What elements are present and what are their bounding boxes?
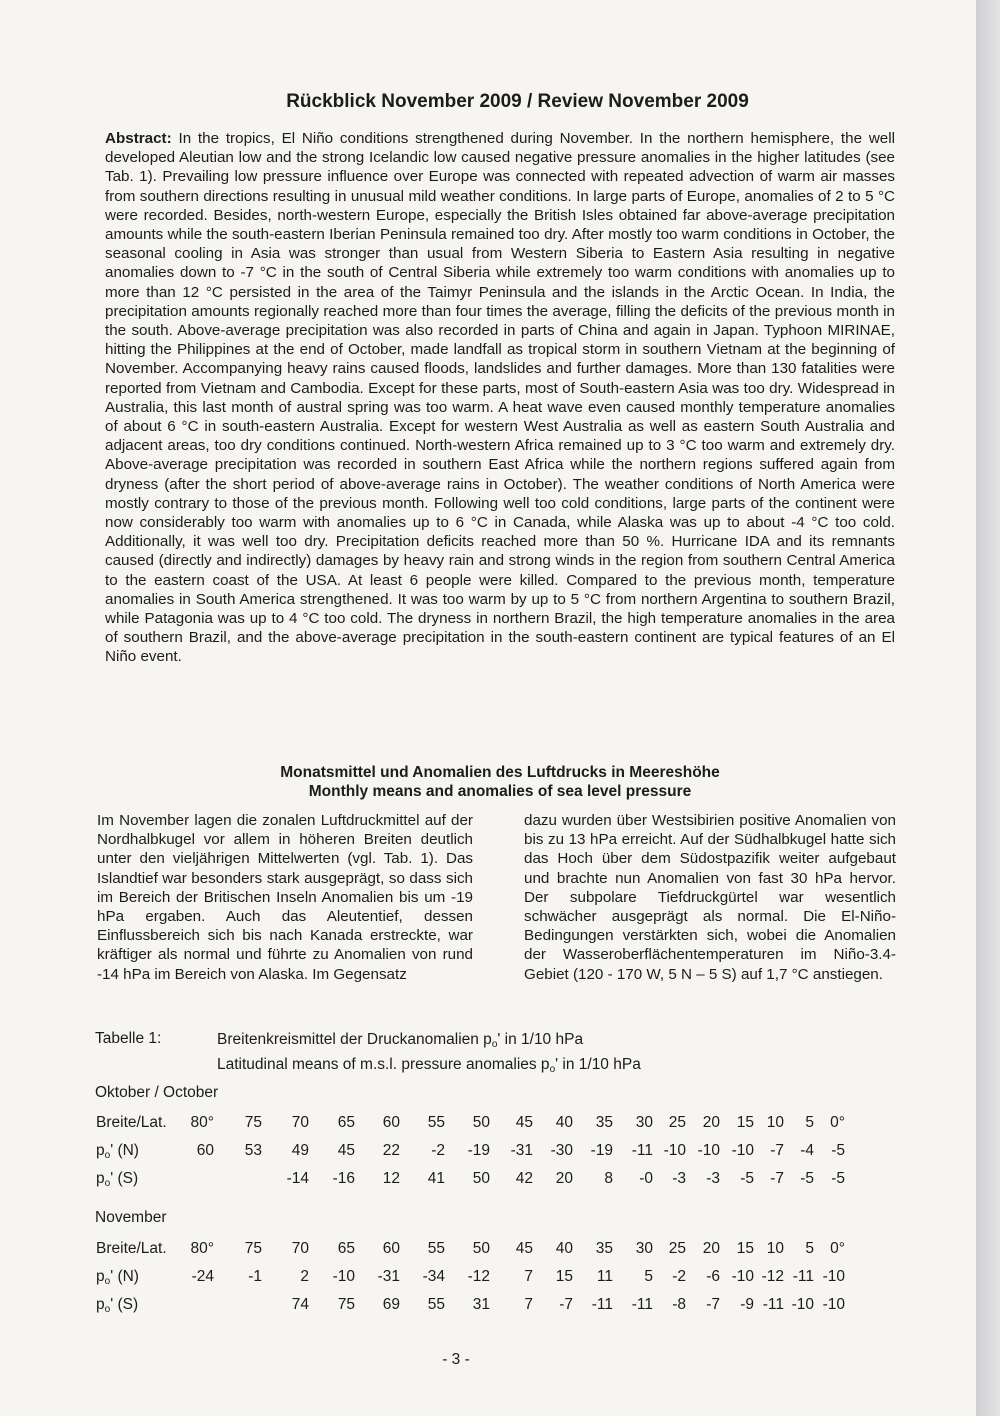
table-cell: 35 bbox=[595, 1114, 613, 1131]
table-cell: 5 bbox=[644, 1268, 653, 1285]
table-cell: 2 bbox=[300, 1268, 309, 1285]
table-cell: 65 bbox=[337, 1240, 355, 1257]
table-cell: -4 bbox=[800, 1142, 814, 1159]
section-title-de: Monatsmittel und Anomalien des Luftdrucks in Meereshöhe bbox=[280, 764, 720, 781]
table-cell: 20 bbox=[702, 1240, 720, 1257]
table-cell: -11 bbox=[762, 1296, 784, 1313]
south-row bbox=[96, 1165, 845, 1193]
table-cell: 20 bbox=[555, 1170, 573, 1187]
table-cell: -6 bbox=[706, 1268, 720, 1285]
table-cell: 60 bbox=[196, 1142, 214, 1159]
row-label: $p_o'$ (N) bbox=[96, 1141, 139, 1161]
table-cell: 50 bbox=[472, 1170, 490, 1187]
table-cell: -3 bbox=[672, 1170, 686, 1187]
pressure-table bbox=[96, 1109, 845, 1193]
table-cell: 10 bbox=[766, 1114, 784, 1131]
abstract-label: Abstract: bbox=[105, 130, 172, 147]
row-label: $p_o'$ (N) bbox=[96, 1267, 139, 1287]
table-cell: -9 bbox=[740, 1296, 754, 1313]
table-caption-de: Breitenkreismittel der Druckanomalien $p_o'$ in 1/10 hPa bbox=[217, 1031, 584, 1050]
table-cell: -31 bbox=[510, 1142, 533, 1159]
table-cell: -14 bbox=[286, 1170, 309, 1187]
table-cell: 15 bbox=[736, 1114, 754, 1131]
table-cell: -5 bbox=[831, 1142, 845, 1159]
table-cell: 0° bbox=[830, 1240, 845, 1257]
table-cell: -19 bbox=[467, 1142, 490, 1159]
table-cell: 5 bbox=[805, 1240, 814, 1257]
table-caption bbox=[217, 1030, 641, 1080]
table-cell: -11 bbox=[792, 1268, 814, 1285]
table-cell: 75 bbox=[244, 1240, 262, 1257]
table-cell: -7 bbox=[559, 1296, 573, 1313]
abstract bbox=[105, 129, 895, 667]
table-cell: 80° bbox=[190, 1240, 214, 1257]
table-cell: 74 bbox=[291, 1296, 309, 1313]
table-cell: 55 bbox=[427, 1240, 445, 1257]
table-cell: 7 bbox=[524, 1268, 533, 1285]
table-cell: 10 bbox=[766, 1240, 784, 1257]
table-cell: -10 bbox=[791, 1296, 814, 1313]
table-cell: -10 bbox=[822, 1296, 845, 1313]
table-cell: 40 bbox=[555, 1240, 573, 1257]
table-cell: -3 bbox=[706, 1170, 720, 1187]
table-cell: -10 bbox=[731, 1142, 754, 1159]
row-label: Breite/Lat. bbox=[96, 1240, 167, 1257]
table-cell: 30 bbox=[635, 1114, 653, 1131]
table-cell: 69 bbox=[382, 1296, 400, 1313]
table-cell: -11 bbox=[631, 1296, 653, 1313]
table-cell: 50 bbox=[472, 1240, 490, 1257]
table-cell: -34 bbox=[422, 1268, 445, 1285]
table-cell: -5 bbox=[831, 1170, 845, 1187]
table-cell: 45 bbox=[515, 1240, 533, 1257]
table-cell: 40 bbox=[555, 1114, 573, 1131]
page-number: - 3 - bbox=[442, 1351, 470, 1368]
table-cell bbox=[214, 1291, 262, 1319]
table-cell: 55 bbox=[427, 1296, 445, 1313]
table-cell: 8 bbox=[604, 1170, 613, 1187]
table-cell: -8 bbox=[672, 1296, 686, 1313]
table-cell: -2 bbox=[672, 1268, 686, 1285]
table-cell: -5 bbox=[740, 1170, 754, 1187]
table-cell: 15 bbox=[555, 1268, 573, 1285]
table-cell: -24 bbox=[191, 1268, 214, 1285]
table-cell: -10 bbox=[697, 1142, 720, 1159]
table-cell: -12 bbox=[761, 1268, 784, 1285]
table-cell: 35 bbox=[595, 1240, 613, 1257]
table-cell: 42 bbox=[515, 1170, 533, 1187]
row-label: $p_o'$ (S) bbox=[96, 1295, 139, 1315]
period-heading: November bbox=[95, 1209, 167, 1226]
period-heading: Oktober / October bbox=[95, 1084, 219, 1101]
scan-edge bbox=[976, 0, 1000, 1416]
table-cell: -12 bbox=[467, 1268, 490, 1285]
table-cell: 5 bbox=[805, 1114, 814, 1131]
section-title-en: Monthly means and anomalies of sea level pressure bbox=[308, 782, 692, 800]
table-cell: 53 bbox=[244, 1142, 262, 1159]
latitude-row bbox=[96, 1109, 845, 1137]
table-cell: -19 bbox=[590, 1142, 613, 1159]
abstract-text: In the tropics, El Niño conditions strengthened during November. In the northern hemisphere, the well developed Aleutian low and the strong Icelandic low caused negative pressure anomalies in the higher latitudes (see Tab. 1). Prevailing low pressure influence over Europe was connected with repeated advection of warm air masses from southern directions resulting in unusual mild weather conditions. In large parts of Europe, anomalies of 2 to 5 °C were recorded. Besides, north-western Europe, especially the British Isles obtained far above-average precipitation amounts while the south-eastern Iberian Peninsula remained too dry. After mostly too warm conditions in October, the seasonal cooling in Asia was stronger than usual from Western Siberia to Eastern Asia resulting in negative anomalies down to -7 °C in the south of Central Siberia while extremely too warm conditions with anomalies up to more than 12 °C persisted in the area of the Taimyr Peninsula and the islands in the Arctic Ocean. In India, the precipitation amounts regionally reached more than four times the average, filling the deficits of the previous month in the south. Above-average precipitation was also recorded in parts of China and again in Japan. Typhoon MIRINAE, hitting the Philippines at the end of October, made landfall as tropical storm in southern Vietnam at the beginning of November. Accompanying heavy rains caused floods, landslides and further damages. More than 130 fatalities were reported from Vietnam and Cambodia. Except for these parts, most of South-eastern Asia was too dry. Widespread in Australia, this last month of austral spring was too warm. A heat wave even caused monthly temperature anomalies of about 6 °C in south-eastern Australia. Except for western West Australia as well as eastern South Australia and adjacent areas, too dry conditions continued. North-western Africa remained up to 3 °C too warm and extremely dry. Above-average precipitation was recorded in southern East Africa while the northern regions suffered again from dryness (after the short period of above-average rains in October). The weather conditions of North America were mostly contrary to those of the previous month. Following well too cold conditions, large parts of the continent were now considerably too warm with anomalies up to 6 °C in Canada, while Alaska was up to about -4 °C too cold. Additionally, it was well too dry. Precipitation deficits reached more than 50 %. Hurricane IDA and its remnants caused (directly and indirectly) damages by heavy rain and strong winds in the region from southern Central America to the eastern coast of the USA. At least 6 people were killed. Compared to the previous month, temperature anomalies in South America strengthened. It was too warm by up to 5 °C from northern Argentina to southern Brazil, while Patagonia was up to 4 °C too cold. The dryness in northern Brazil, the high temperature anomalies in the area of southern Brazil, and the above-average precipitation in the south-eastern continent are typical features of an El Niño event. bbox=[105, 130, 895, 666]
table-cell: -5 bbox=[800, 1170, 814, 1187]
table-caption-en: Latitudinal means of m.s.l. pressure anomalies $p_o'$ in 1/10 hPa bbox=[217, 1056, 641, 1075]
table-label: Tabelle 1: bbox=[95, 1030, 162, 1047]
table-cell: 75 bbox=[244, 1114, 262, 1131]
table-cell: 49 bbox=[291, 1142, 309, 1159]
table-cell: 60 bbox=[382, 1240, 400, 1257]
latitude-row bbox=[96, 1235, 845, 1263]
north-row bbox=[96, 1137, 845, 1165]
table-cell: -10 bbox=[332, 1268, 355, 1285]
table-cell: -1 bbox=[248, 1268, 262, 1285]
table-cell: 70 bbox=[291, 1240, 309, 1257]
table-cell: 70 bbox=[291, 1114, 309, 1131]
table-cell: -10 bbox=[731, 1268, 754, 1285]
page-title: Rückblick November 2009 / Review November 2009 bbox=[286, 91, 749, 112]
table-cell: -11 bbox=[591, 1296, 613, 1313]
table-cell: 11 bbox=[596, 1268, 613, 1285]
north-row bbox=[96, 1263, 845, 1291]
table-cell: -16 bbox=[332, 1170, 355, 1187]
table-cell: 25 bbox=[668, 1114, 686, 1131]
table-cell: 30 bbox=[635, 1240, 653, 1257]
table-cell: 75 bbox=[337, 1296, 355, 1313]
table-cell: 7 bbox=[524, 1296, 533, 1313]
table-cell: 25 bbox=[668, 1240, 686, 1257]
table-cell: -0 bbox=[639, 1170, 653, 1187]
table-cell bbox=[184, 1291, 214, 1319]
row-label: Breite/Lat. bbox=[96, 1114, 167, 1131]
table-cell bbox=[214, 1165, 262, 1193]
pressure-table bbox=[96, 1235, 845, 1319]
table-cell: 55 bbox=[427, 1114, 445, 1131]
table-cell: 41 bbox=[427, 1170, 445, 1187]
table-cell: -7 bbox=[770, 1142, 784, 1159]
table-cell: 45 bbox=[337, 1142, 355, 1159]
table-cell: -10 bbox=[663, 1142, 686, 1159]
table-cell: -30 bbox=[550, 1142, 573, 1159]
table-cell: -7 bbox=[706, 1296, 720, 1313]
table-cell bbox=[184, 1165, 214, 1193]
table-cell: 20 bbox=[702, 1114, 720, 1131]
table-cell: 0° bbox=[830, 1114, 845, 1131]
section-text-left: Im November lagen die zonalen Luftdruckmittel auf der Nordhalbkugel vor allem in höheren Breiten deutlich unter den vieljährigen Mittelwerten (vgl. Tab. 1). Das Islandtief war besonders stark ausgeprägt, so dass sich im Bereich der Britischen Inseln Anomalien bis um -19 hPa ergaben. Auch das Aleutentief, dessen Einflussbereich sich bis nach Kanada erstreckte, war kräftiger als normal und führte zu Anomalien von rund -14 hPa im Bereich von Alaska. Im Gegensatz bbox=[97, 812, 473, 983]
table-cell: 31 bbox=[472, 1296, 490, 1313]
table-cell: 22 bbox=[382, 1142, 400, 1159]
section-text-right: dazu wurden über Westsibirien positive Anomalien von bis zu 13 hPa erreicht. Auf der Südhalbkugel hatte sich das Hoch über dem Südostpazifik weiter aufgebaut und brachte nun Anomalien von fast 30 hPa hervor. Der subpolare Tiefdruckgürtel war wesentlich schwächer ausgeprägt als normal. Die El-Niño-Bedingungen verstärkten sich, wobei die Anomalien der Wasseroberflächentemperaturen im Niño-3.4-Gebiet (120 - 170 W, 5 N – 5 S) auf 1,7 °C anstiegen. bbox=[524, 812, 896, 983]
table-cell: 65 bbox=[337, 1114, 355, 1131]
table-cell: 12 bbox=[382, 1170, 400, 1187]
table-cell: -31 bbox=[377, 1268, 400, 1285]
table-cell: 60 bbox=[382, 1114, 400, 1131]
table-cell: 80° bbox=[190, 1114, 214, 1131]
south-row bbox=[96, 1291, 845, 1319]
table-cell: -10 bbox=[822, 1268, 845, 1285]
table-cell: -11 bbox=[631, 1142, 653, 1159]
table-cell: -7 bbox=[770, 1170, 784, 1187]
section-title bbox=[0, 764, 1000, 801]
table-cell: 15 bbox=[736, 1240, 754, 1257]
table-cell: -2 bbox=[431, 1142, 445, 1159]
row-label: $p_o'$ (S) bbox=[96, 1169, 139, 1189]
table-cell: 50 bbox=[472, 1114, 490, 1131]
table-cell: 45 bbox=[515, 1114, 533, 1131]
